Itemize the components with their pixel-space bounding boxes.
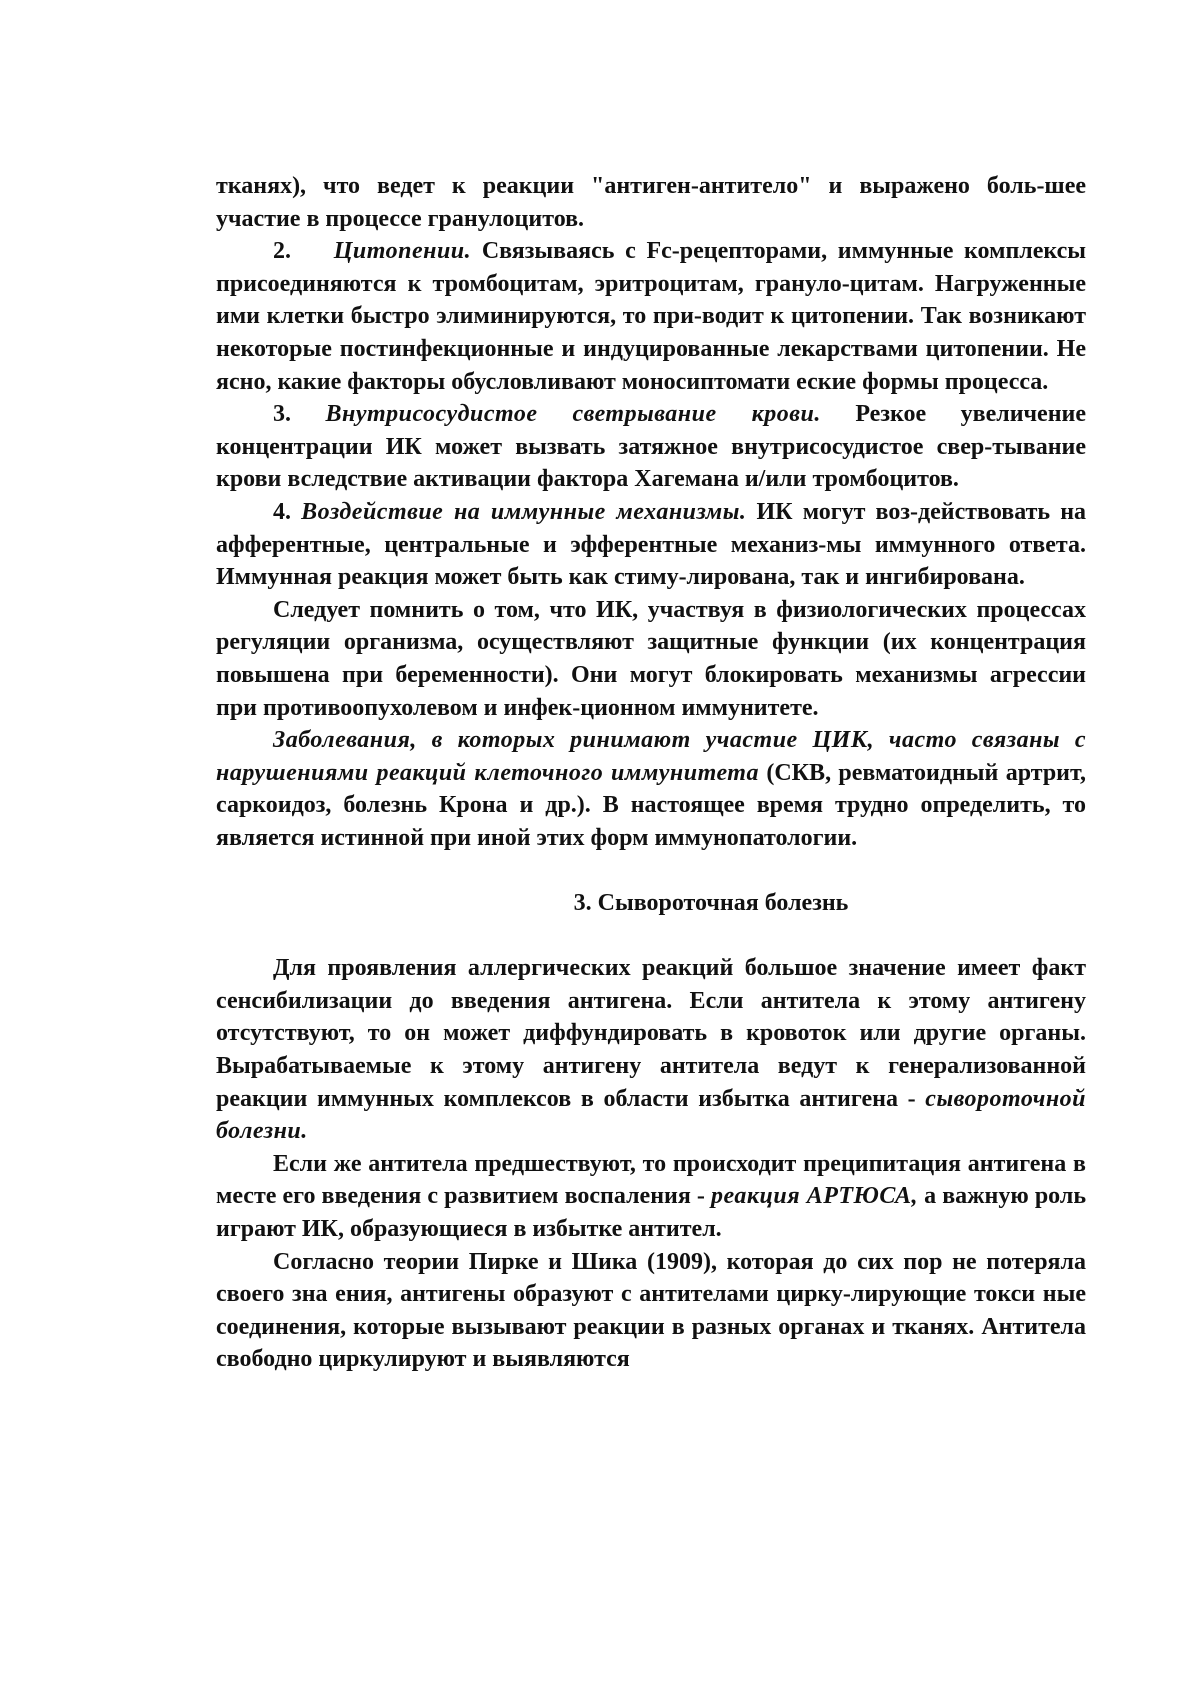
paragraph-emphasis: сывороточной болезни. (216, 1085, 1087, 1145)
paragraph-text: Согласно теории Пирке и Шика (1909), которая до сих пор не потеряла своего зна ения, антигены образуют с антителами цирку-лирующие токси ные соединения, которые вызывают реакции в разных органах и тканях. Антитела свободно циркулируют и выявляются (216, 1248, 1086, 1373)
item-title: Внутрисосудистое светрывание крови. (325, 401, 821, 428)
paragraph-arthus (216, 1148, 1086, 1246)
lead-paragraph-text: тканях), что ведет к реакции "антиген-антитело" и выражено боль-шее участие в процессе гранулоцитов. (216, 173, 1086, 232)
item-title: Воздействие на иммунные механизмы. (301, 498, 747, 525)
paragraph-sensitization (216, 952, 1086, 1148)
item-number: 3. (273, 401, 291, 428)
item-text: Резкое увеличение концентрации ИК может вызвать затяжное внутрисосудистое свер-тывание крови вследствие активации фактора Хагемана и/или тромбоцитов. (216, 401, 1087, 493)
paragraph-text: (СКВ, ревматоидный артрит, саркоидоз, болезнь Крона и др.). В настоящее время трудно определить, то является истинной при иной этих форм иммунопатологии. (216, 759, 1086, 851)
item-number: 4. (273, 498, 291, 525)
section-heading: 3. Сывороточная болезнь (573, 890, 849, 917)
item-number: 2. (273, 238, 291, 265)
spacer (216, 854, 1086, 887)
paragraph-text: Если же антитела предшествуют, то происходит преципитация антигена в месте его введения с развитием воспаления - (216, 1150, 1086, 1210)
item-text: ИК могут воз-действовать на афферентные, центральные и эфферентные механиз-мы иммунного ответа. Иммунная реакция может быть как стиму-лирована, так и ингибирована. (216, 498, 1087, 591)
paragraph-diseases (216, 724, 1086, 854)
lead-paragraph (216, 170, 1086, 235)
spacer (216, 920, 1086, 953)
paragraph-text-tail: а важную роль играют ИК, образующиеся в избытке антител. (216, 1183, 1087, 1242)
item-text: Связываясь с Fc-рецепторами, иммунные комплексы присоединяются к тромбоцитам, эритроцитам, грануло-цитам. Нагруженные ими клетки быстро элиминируются, то при-водит к цитопении. Так возникают некоторые постинфекционные и индуцированные лекарствами цитопении. Не ясно, какие факторы обусловливают моносиптомати еские формы процесса. (216, 238, 1087, 395)
paragraph-text: Следует помнить о том, что ИК, участвуя в физиологических процессах регуляции организма, осуществляют защитные функции (их концентрация повышена при беременности). Они могут блокировать механизмы агрессии при противоопухолевом и инфек-ционном иммунитете. (216, 596, 1086, 721)
paragraph-emphasis: Заболевания, в которых ринимают участие ЦИК, часто связаны с нарушениями реакций клеточного иммунитета (216, 727, 1086, 786)
paragraph-text: Для проявления аллергических реакций большое значение имеет факт сенсибилизации до введения антигена. Если антитела к этому антигену отсутствуют, то он может диффундировать в кровоток или другие органы. Вырабатываемые к этому антигену антитела ведут к генерализованной реакции иммунных комплексов в области избытка антигена - (216, 955, 1086, 1112)
list-item-immune-mechanisms (216, 496, 1086, 594)
paragraph-pirquet (216, 1246, 1086, 1376)
item-title: Цитопении. (333, 238, 472, 265)
paragraph-remember (216, 594, 1086, 724)
document-body (216, 170, 1086, 1376)
list-item-cytopenia (216, 235, 1086, 398)
paragraph-emphasis: реакция АРТЮСА, (711, 1183, 918, 1210)
list-item-coagulation (216, 398, 1086, 496)
